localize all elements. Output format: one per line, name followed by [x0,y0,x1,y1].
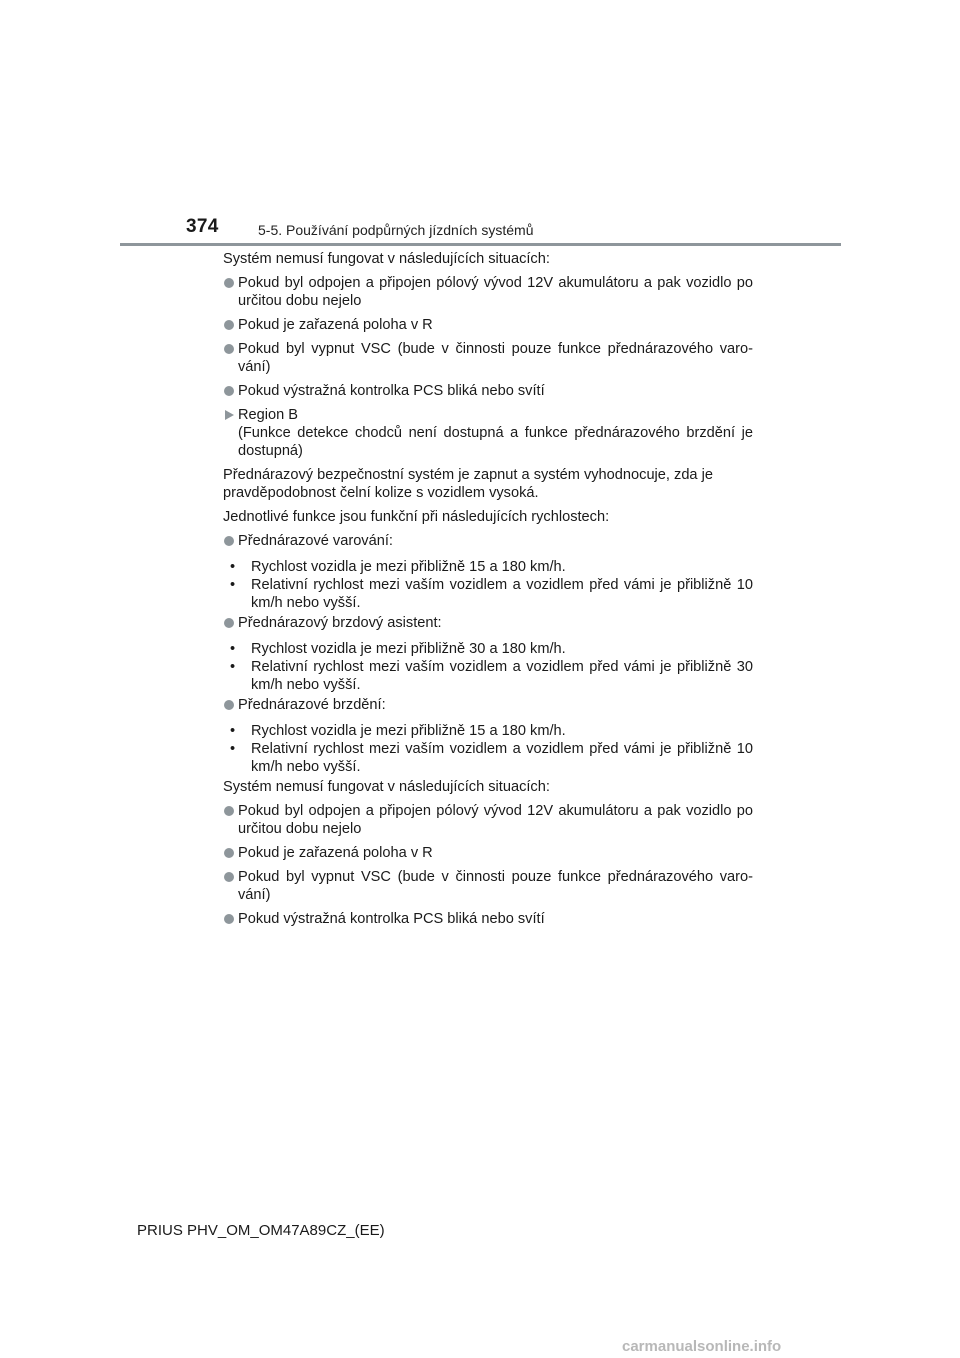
list-item-text: Pokud byl vypnut VSC (bude v činnosti pouze funkce přednárazového varo-vání) [238,869,753,903]
function-name: Přednárazový brzdový asistent: [238,615,442,631]
condition-list [223,720,753,776]
list-item-text: Pokud výstražná kontrolka PCS bliká nebo svítí [238,911,545,927]
bullet-dot-icon [224,344,234,354]
condition-text: Rychlost vozidla je mezi přibližně 15 a 180 km/h. [251,559,566,575]
bullet-dot-icon [224,278,234,288]
block1-intro: Systém nemusí fungovat v následujících situacích: [223,251,550,267]
function-name: Přednárazové brzdění: [238,697,386,713]
region-heading [223,406,753,460]
bullet-dot-icon [224,872,234,882]
list-item-text: Pokud je zařazená poloha v R [238,845,433,861]
header-divider [120,243,841,246]
list-item [223,802,753,838]
list-item [223,382,753,400]
function-item [223,532,753,550]
bullet-dot-icon [224,386,234,396]
condition-list [223,556,753,612]
condition-item: • Rychlost vozidla je mezi přibližně 15 a 180 km/h. [230,559,566,575]
list-item [223,316,753,334]
condition-item: • Rychlost vozidla je mezi přibližně 15 a 180 km/h. [230,723,566,739]
section-title: 5-5. Používání podpůrných jízdních systémů [258,222,534,238]
list-item [223,910,753,928]
bullet-dot-icon [224,848,234,858]
function-name: Přednárazové varování: [238,533,393,549]
list-item-text: Pokud je zařazená poloha v R [238,317,433,333]
bullet-dot-icon [224,320,234,330]
document-code: PRIUS PHV_OM_OM47A89CZ_(EE) [137,1222,385,1239]
condition-text: Rychlost vozidla je mezi přibližně 30 a 180 km/h. [251,641,566,657]
triangle-marker-icon [225,410,234,420]
speeds-intro: Jednotlivé funkce jsou funkční při následujících rychlostech: [223,509,610,525]
condition-text: Rychlost vozidla je mezi přibližně 15 a 180 km/h. [251,723,566,739]
function-item [223,614,753,632]
region-note: (Funkce detekce chodců není dostupná a funkce přednárazového brzdění je dostupná) [238,425,753,459]
condition-item: • Rychlost vozidla je mezi přibližně 30 a 180 km/h. [230,641,566,657]
condition-item: • Relativní rychlost mezi vaším vozidlem a vozidlem před vámi je přibližně 10 km/h nebo vyšší. [230,577,753,611]
list-item-text: Pokud byl vypnut VSC (bude v činnosti pouze funkce přednárazového varo-vání) [238,341,753,375]
list-item [223,868,753,904]
condition-text: Relativní rychlost mezi vaším vozidlem a vozidlem před vámi je přibližně 30 km/h nebo vyšší. [251,659,753,693]
condition-text: Relativní rychlost mezi vaším vozidlem a vozidlem před vámi je přibližně 10 km/h nebo vyšší. [251,741,753,775]
page-number: 374 [186,216,219,237]
system-description: Přednárazový bezpečnostní systém je zapnut a systém vyhodnocuje, zda je pravděpodobnost čelní kolize s vozidlem vysoká. [223,467,713,501]
bullet-dot-icon [224,618,234,628]
block2-intro: Systém nemusí fungovat v následujících situacích: [223,779,550,795]
list-item [223,844,753,862]
condition-text: Relativní rychlost mezi vaším vozidlem a vozidlem před vámi je přibližně 10 km/h nebo vyšší. [251,577,753,611]
list-item [223,274,753,310]
bullet-dot-icon [224,914,234,924]
list-item-text: Pokud výstražná kontrolka PCS bliká nebo svítí [238,383,545,399]
watermark: carmanualsonline.info [622,1338,782,1355]
condition-list [223,638,753,694]
list-item [223,340,753,376]
condition-item: • Relativní rychlost mezi vaším vozidlem a vozidlem před vámi je přibližně 10 km/h nebo vyšší. [230,741,753,775]
bullet-dot-icon [224,700,234,710]
bullet-dot-icon [224,806,234,816]
page-content [223,250,753,934]
list-item-text: Pokud byl odpojen a připojen pólový vývod 12V akumulátoru a pak vozidlo po určitou dobu nejelo [238,275,753,309]
list-item-text: Pokud byl odpojen a připojen pólový vývod 12V akumulátoru a pak vozidlo po určitou dobu nejelo [238,803,753,837]
bullet-dot-icon [224,536,234,546]
condition-item: • Relativní rychlost mezi vaším vozidlem a vozidlem před vámi je přibližně 30 km/h nebo vyšší. [230,659,753,693]
region-title: Region B [238,407,299,423]
function-item [223,696,753,714]
